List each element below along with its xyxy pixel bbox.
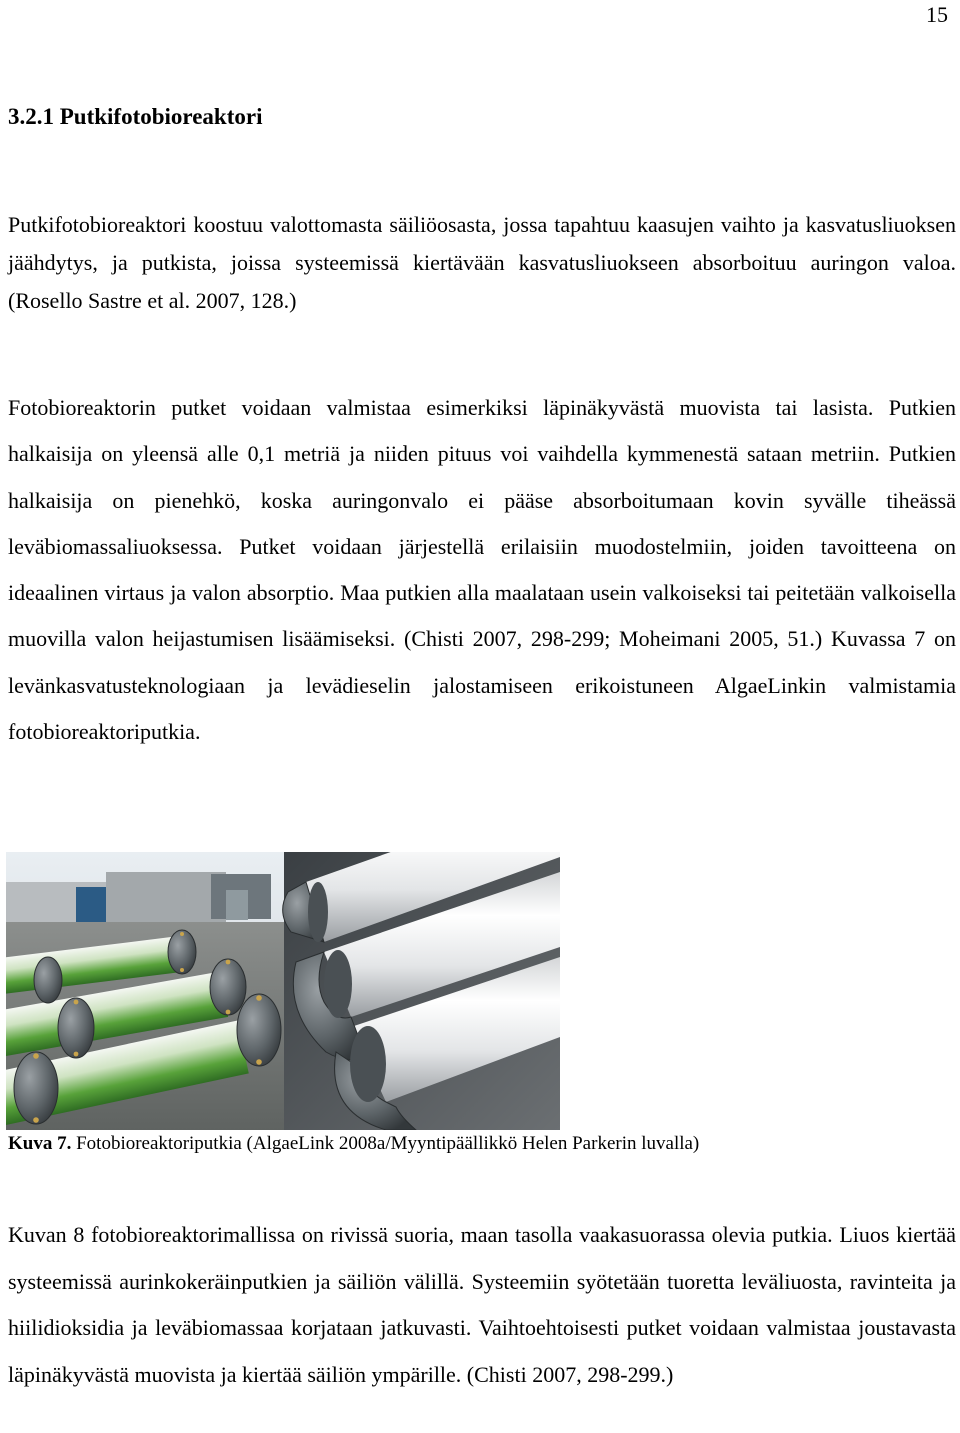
figure-caption xyxy=(8,1133,699,1155)
paragraph-2: Fotobioreaktorin putket voidaan valmistaa esimerkiksi läpinäkyvästä muovista tai lasista. Putkien halkaisija on yleensä alle 0,1 metriä ja niiden pituus voi vaihdella kymmenestä sataan metriin. Putkien halkaisija on pienehkö, koska auringonvalo ei pääse absorboitumaan kovin syvälle tiheässä leväbiomassaliuoksessa. Putket voidaan järjestellä erilaisiin muodostelmiin, joiden tavoitteena on ideaalinen virtaus ja valon absorptio. Maa putkien alla maalataan usein valkoiseksi tai peitetään valkoisella muovilla valon heijastumisen lisäämiseksi. (Chisti 2007, 298-299; Moheimani 2005, 51.) Kuvassa 7 on levänkasvatusteknologiaan ja levädieselin jalostamiseen erikoistuneen AlgaeLinkin valmistamia fotobioreaktoriputkia. xyxy=(8,395,956,745)
page-number: 15 xyxy=(926,2,948,27)
photobioreactor-tubes-photo xyxy=(6,852,560,1130)
section-heading: 3.2.1 Putkifotobioreaktori xyxy=(8,104,263,129)
figure-caption-text: Fotobioreaktoriputkia (AlgaeLink 2008a/Myyntipäällikkö Helen Parkerin luvalla) xyxy=(71,1133,700,1154)
figure-label: Kuva 7. xyxy=(8,1133,72,1154)
paragraph-1: Putkifotobioreaktori koostuu valottomasta säiliöosasta, jossa tapahtuu kaasujen vaihto ja kasvatusliuoksen jäähdytys, ja putkista, joissa systeemissä kiertävään kasvatusliuokseen absorboituu auringon valoa. (Rosello Sastre et al. 2007, 128.) xyxy=(8,212,956,313)
paragraph-3: Kuvan 8 fotobioreaktorimallissa on rivissä suoria, maan tasolla vaakasuorassa olevia putkia. Liuos kiertää systeemissä aurinkokeräinputkien ja säiliön välillä. Systeemiin syötetään tuoretta leväliuosta, ravinteita ja hiilidioksidia ja leväbiomassaa korjataan jatkuvasti. Vaihtoehtoisesti putket voidaan valmistaa joustavasta läpinäkyvästä muovista ja kiertää säiliön ympärille. (Chisti 2007, 298-299.) xyxy=(8,1222,956,1387)
